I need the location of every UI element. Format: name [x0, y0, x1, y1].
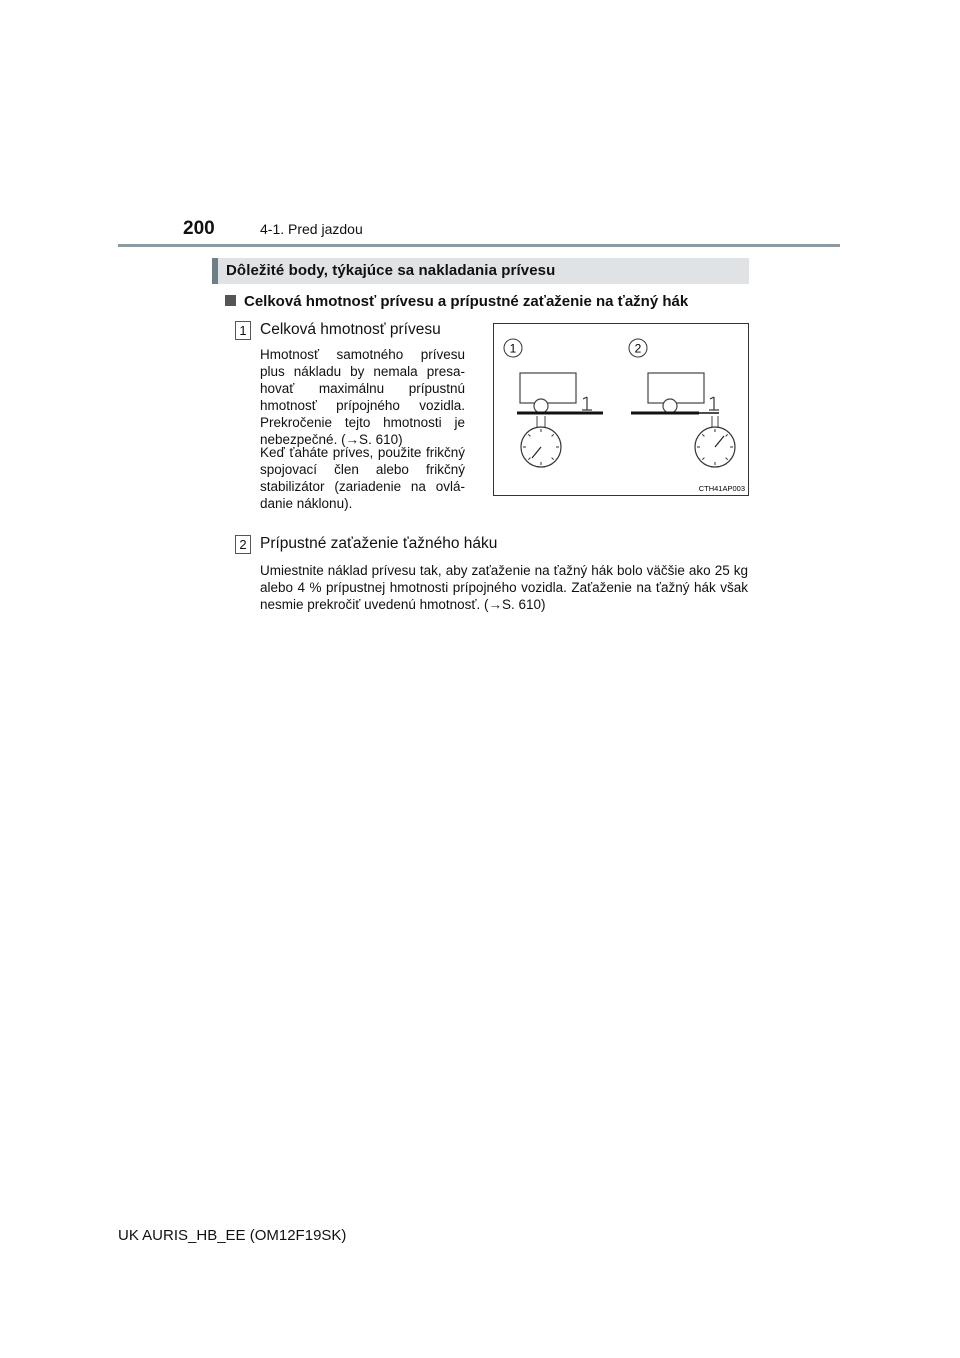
- subheading: [225, 293, 688, 310]
- scale-right-icon: [695, 427, 735, 467]
- item-1-title: Celková hmotnosť prívesu: [260, 321, 441, 338]
- figure-code: CTH41AP003: [698, 484, 745, 493]
- item-1-paragraph-2: Keď ťaháte príves, použite frikčný spojovací člen alebo frikčný stabilizátor (zariadenie na ovládanie náklonu).: [260, 445, 465, 511]
- square-bullet-icon: [225, 295, 236, 306]
- box-title: Dôležité body, týkajúce sa nakladania prívesu: [226, 262, 556, 279]
- item-number-2: 2: [235, 535, 251, 554]
- footer-model-code: UK AURIS_HB_EE (OM12F19SK): [118, 1227, 347, 1244]
- title-accent: [212, 258, 218, 284]
- item-2-title: Prípustné zaťaženie ťažného háku: [260, 535, 498, 552]
- trailer-weight-figure: [493, 323, 749, 496]
- header-rule: [118, 244, 840, 247]
- box-title-bar: [212, 258, 749, 284]
- page-number: 200: [183, 218, 215, 239]
- figure-label-1: 1: [509, 341, 517, 356]
- figure-label-2: 2: [634, 341, 642, 356]
- subheading-text: Celková hmotnosť prívesu a prípustné zaťaženie na ťažný hák: [244, 293, 689, 310]
- item-number-1: 1: [235, 321, 251, 340]
- scale-left-icon: [521, 427, 561, 467]
- item-2-paragraph-1: Umiestnite náklad prívesu tak, aby zaťaženie na ťažný hák bolo väčšie ako 25 kg alebo 4 % prípustnej hmotnosti prípojného vozidla. Zaťaženie na ťažný hák však nesmie prekročiť uvedenú hmotnosť. (→S. 610): [260, 563, 748, 612]
- item-1-paragraph-1: Hmotnosť samotného prívesu plus nákladu by nemala presahovať maximálnu prípustnú hmotnosť prípojného vozidla. Prekročenie tejto hmotnosti je nebezpečné. (→S. 610): [260, 347, 465, 447]
- section-title: 4-1. Pred jazdou: [260, 221, 363, 237]
